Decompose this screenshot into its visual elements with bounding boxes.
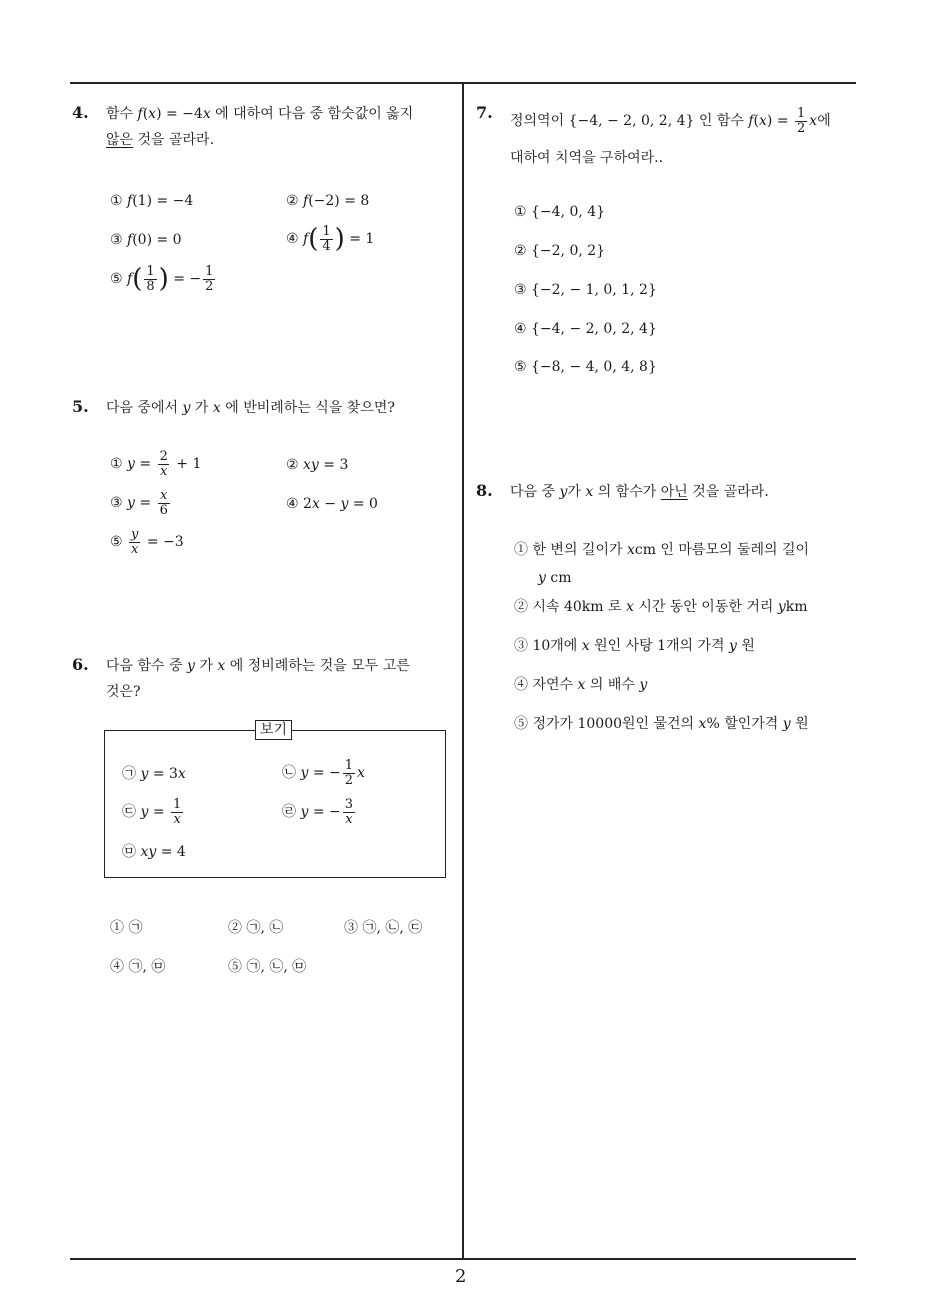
q6-option-5[interactable]: ⑤ ㉠, ㉡, ㉤ — [228, 959, 307, 975]
q5-option-2[interactable]: ② xy = 3 — [286, 457, 349, 473]
q6-option-2[interactable]: ② ㉠, ㉡ — [228, 920, 284, 936]
q5-option-3[interactable]: ③ y = $\frac{x}{6}$ — [110, 487, 168, 518]
q6-item-b: ㉡ y = − $\frac{1}{2}$ x — [282, 757, 365, 788]
q5-number: 5. — [72, 397, 89, 416]
q6-option-4[interactable]: ④ ㉠, ㉤ — [110, 959, 166, 975]
q6-number: 6. — [72, 655, 89, 674]
q8-option-3[interactable]: ③ 10개에 x 원인 사탕 1개의 가격 y 원 — [514, 638, 755, 654]
q7-option-2[interactable]: ② {−2, 0, 2} — [514, 243, 606, 259]
q8-option-2[interactable]: ② 시속 40km 로 x 시간 동안 이동한 거리 ykm — [514, 599, 808, 615]
q8-number: 8. — [476, 481, 493, 500]
q7-stem-line1: 정의역이 {−4, − 2, 0, 2, 4} 인 함수 f(x) = $\frac{1}{2}$ x에 — [510, 105, 831, 136]
q8-option-5[interactable]: ⑤ 정가가 10000원인 물건의 x% 할인가격 y 원 — [514, 716, 809, 732]
q7-option-1[interactable]: ① {−4, 0, 4} — [514, 204, 606, 220]
q7-number: 7. — [476, 103, 493, 122]
q6-item-e: ㉤ xy = 4 — [122, 844, 186, 860]
q8-underline-word: 아닌 — [660, 484, 688, 500]
q4-number: 4. — [72, 103, 89, 122]
q7-stem-line2: 대하여 치역을 구하여라.. — [510, 150, 664, 166]
q6-stem-line2: 것은? — [106, 684, 141, 700]
q4-option-2[interactable]: ② f(−2) = 8 — [286, 193, 370, 209]
q8-option-4[interactable]: ④ 자연수 x 의 배수 y — [514, 677, 648, 693]
q5-option-5[interactable]: ⑤ $\frac{y}{x}$ = −3 — [110, 526, 184, 557]
q7-option-5[interactable]: ⑤ {−8, − 4, 0, 4, 8} — [514, 359, 657, 375]
q4-option-4[interactable]: ④ f( $\frac{1}{4}$ ) = 1 — [286, 223, 375, 254]
q4-option-1[interactable]: ① f(1) = −4 — [110, 193, 194, 209]
q7-option-4[interactable]: ④ {−4, − 2, 0, 2, 4} — [514, 321, 657, 337]
q8-stem: 다음 중 y가 x 의 함수가 아닌 것을 골라라. — [510, 484, 769, 500]
q6-option-1[interactable]: ① ㉠ — [110, 920, 143, 936]
bottom-rule — [70, 1258, 856, 1260]
q5-option-4[interactable]: ④ 2x − y = 0 — [286, 496, 378, 512]
q6-box-label: 보기 — [255, 720, 292, 740]
q4-option-5[interactable]: ⑤ f( $\frac{1}{8}$ ) = − $\frac{1}{2}$ — [110, 263, 214, 294]
q6-option-3[interactable]: ③ ㉠, ㉡, ㉢ — [344, 920, 423, 936]
q8-option-1[interactable]: ① 한 변의 길이가 xcm 인 마름모의 둘레의 길이 — [514, 542, 810, 558]
q4-underline-word: 않은 — [106, 132, 134, 148]
q4-stem-line2: 않은 것을 골라라. — [106, 132, 215, 148]
q6-stem-line1: 다음 함수 중 y 가 x 에 정비례하는 것을 모두 고른 — [106, 658, 410, 674]
q5-stem: 다음 중에서 y 가 x 에 반비례하는 식을 찾으면? — [106, 400, 395, 416]
q6-item-d: ㉣ y = − $\frac{3}{x}$ — [282, 796, 354, 827]
q7-option-3[interactable]: ③ {−2, − 1, 0, 1, 2} — [514, 282, 657, 298]
q5-option-1[interactable]: ① y = $\frac{2}{x}$ + 1 — [110, 448, 202, 479]
q8-option-1-cont: y cm — [538, 570, 572, 586]
q6-item-a: ㉠ y = 3x — [122, 766, 186, 782]
q6-item-c: ㉢ y = $\frac{1}{x}$ — [122, 796, 182, 827]
column-divider — [462, 82, 464, 1260]
page-number: 2 — [455, 1266, 467, 1287]
q4-option-3[interactable]: ③ f(0) = 0 — [110, 232, 182, 248]
q4-stem-line1: 함수 f(x) = −4x 에 대하여 다음 중 함숫값이 옳지 — [106, 106, 414, 122]
